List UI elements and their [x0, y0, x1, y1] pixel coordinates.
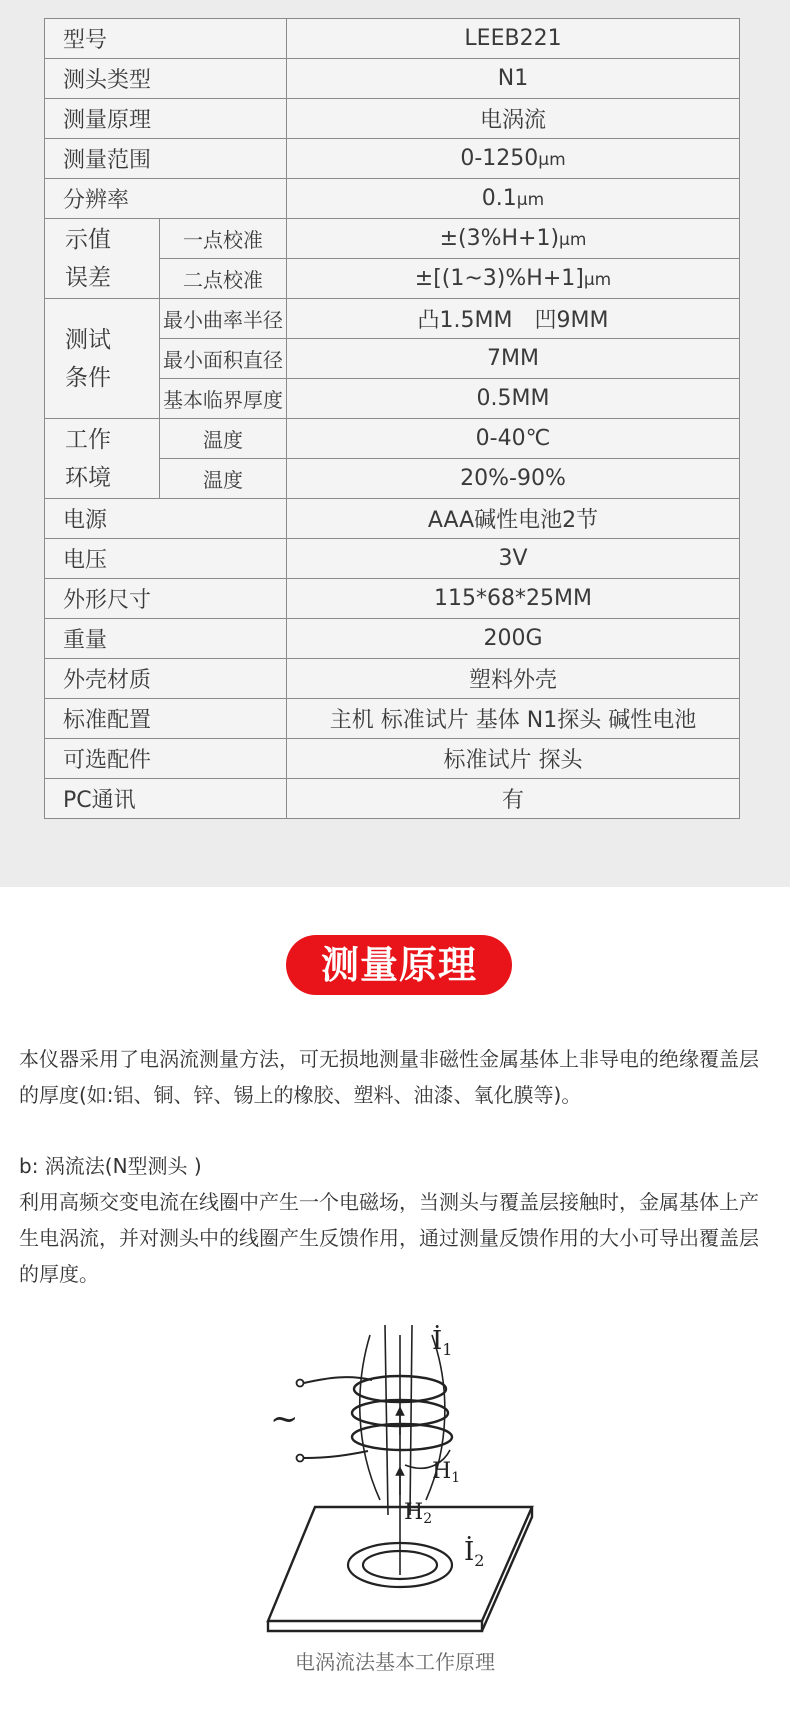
range-value: 0-1250 — [460, 146, 539, 171]
spec-label-probe-type: 测头类型 — [45, 59, 287, 99]
label-i2-main: İ — [464, 1537, 475, 1567]
table-row — [45, 699, 740, 739]
spec-value-principle: 电涡流 — [287, 99, 740, 139]
spec-label-min-curvature: 最小曲率半径 — [160, 299, 287, 339]
spec-value-pc-comm: 有 — [287, 779, 740, 819]
env-group-line2: 环境 — [65, 464, 111, 491]
one-point-unit: μm — [559, 230, 587, 250]
spec-value-humidity: 20%-90% — [287, 459, 740, 499]
spec-value-min-area: 7MM — [287, 339, 740, 379]
spec-group-test-conditions — [45, 299, 160, 419]
label-i2-sub: 2 — [474, 1551, 485, 1570]
label-i1-main: İ — [432, 1326, 443, 1356]
spec-label-housing: 外壳材质 — [45, 659, 287, 699]
spec-value-dimensions: 115*68*25MM — [287, 579, 740, 619]
spec-value-housing: 塑料外壳 — [287, 659, 740, 699]
method-title: b: 涡流法(N型测头 ) — [19, 1154, 202, 1178]
label-i1 — [432, 1325, 452, 1359]
spec-value-resolution — [287, 179, 740, 219]
spec-label-model: 型号 — [45, 19, 287, 59]
spec-label-power: 电源 — [45, 499, 287, 539]
table-row — [45, 139, 740, 179]
terminal-bottom — [297, 1455, 304, 1462]
spec-value-weight: 200G — [287, 619, 740, 659]
spec-table — [44, 18, 740, 819]
resolution-unit: μm — [516, 190, 545, 210]
spec-value-standard-config: 主机 标准试片 基体 N1探头 碱性电池 — [287, 699, 740, 739]
label-h2-sub: 2 — [423, 1511, 433, 1527]
lead-bottom — [304, 1451, 368, 1458]
label-i1-sub: 1 — [442, 1340, 453, 1359]
spec-label-weight: 重量 — [45, 619, 287, 659]
error-group-line2: 误差 — [65, 264, 111, 291]
spec-label-pc-comm: PC通讯 — [45, 779, 287, 819]
spec-label-one-point: 一点校准 — [160, 219, 287, 259]
principle-paragraph: 本仪器采用了电涡流测量方法，可无损地测量非磁性金属基体上非导电的绝缘覆盖层的厚度(如:铝、铜、锌、锡上的橡胶、塑料、油漆、氧化膜等)。 — [19, 1047, 759, 1107]
method-paragraph: 利用高频交变电流在线圈中产生一个电磁场，当测头与覆盖层接触时，金属基体上产生电涡流，并对测头中的线圈产生反馈作用，通过测量反馈作用的大小可导出覆盖层的厚度。 — [19, 1190, 759, 1286]
spec-label-dimensions: 外形尺寸 — [45, 579, 287, 619]
section-title-badge: 测量原理 — [286, 935, 512, 995]
ac-source-symbol: ~ — [270, 1399, 299, 1439]
spec-value-power: AAA碱性电池2节 — [287, 499, 740, 539]
table-row — [45, 619, 740, 659]
spec-value-model: LEEB221 — [287, 19, 740, 59]
spec-value-temperature: 0-40℃ — [287, 419, 740, 459]
table-row — [45, 59, 740, 99]
error-group-line1: 示值 — [65, 226, 111, 253]
table-row — [45, 739, 740, 779]
table-row — [45, 779, 740, 819]
spec-label-humidity: 温度 — [160, 459, 287, 499]
eddy-current-diagram — [260, 1325, 550, 1645]
test-group-line1: 测试 — [65, 326, 111, 353]
terminal-top — [297, 1380, 304, 1387]
spec-label-range: 测量范围 — [45, 139, 287, 179]
label-h1 — [432, 1459, 460, 1486]
spec-label-resolution: 分辨率 — [45, 179, 287, 219]
spec-label-critical-thickness: 基本临界厚度 — [160, 379, 287, 419]
table-row — [45, 419, 740, 459]
label-h2-main: H — [404, 1500, 424, 1525]
spec-value-two-point — [287, 259, 740, 299]
spec-value-critical-thickness: 0.5MM — [287, 379, 740, 419]
spec-label-temperature: 温度 — [160, 419, 287, 459]
spec-label-optional: 可选配件 — [45, 739, 287, 779]
resolution-value: 0.1 — [481, 186, 517, 211]
spec-group-error — [45, 219, 160, 299]
label-h1-sub: 1 — [451, 1470, 461, 1486]
spec-value-one-point — [287, 219, 740, 259]
table-row — [45, 539, 740, 579]
spec-value-optional: 标准试片 探头 — [287, 739, 740, 779]
table-row — [45, 179, 740, 219]
label-i2 — [464, 1536, 484, 1570]
spec-value-range — [287, 139, 740, 179]
two-point-unit: μm — [583, 270, 612, 290]
two-point-value: ±[(1~3)%H+1] — [414, 266, 584, 291]
label-h2 — [404, 1500, 432, 1527]
table-row — [45, 99, 740, 139]
label-h1-main: H — [432, 1459, 452, 1484]
coil — [352, 1376, 452, 1450]
spec-value-probe-type: N1 — [287, 59, 740, 99]
test-group-line2: 条件 — [65, 364, 111, 391]
spec-label-two-point: 二点校准 — [160, 259, 287, 299]
table-row — [45, 299, 740, 339]
spec-label-principle: 测量原理 — [45, 99, 287, 139]
spec-value-voltage: 3V — [287, 539, 740, 579]
spec-label-standard-config: 标准配置 — [45, 699, 287, 739]
table-row — [45, 659, 740, 699]
table-row — [45, 579, 740, 619]
table-row — [45, 219, 740, 259]
range-unit: μm — [538, 150, 566, 170]
table-row — [45, 19, 740, 59]
spec-label-voltage: 电压 — [45, 539, 287, 579]
table-row — [45, 499, 740, 539]
spec-value-min-curvature: 凸1.5MM 凹9MM — [287, 299, 740, 339]
env-group-line1: 工作 — [65, 426, 111, 453]
diagram-caption: 电涡流法基本工作原理 — [295, 1650, 495, 1674]
one-point-value: ±(3%H+1) — [439, 226, 560, 251]
spec-group-environment — [45, 419, 160, 499]
spec-label-min-area: 最小面积直径 — [160, 339, 287, 379]
